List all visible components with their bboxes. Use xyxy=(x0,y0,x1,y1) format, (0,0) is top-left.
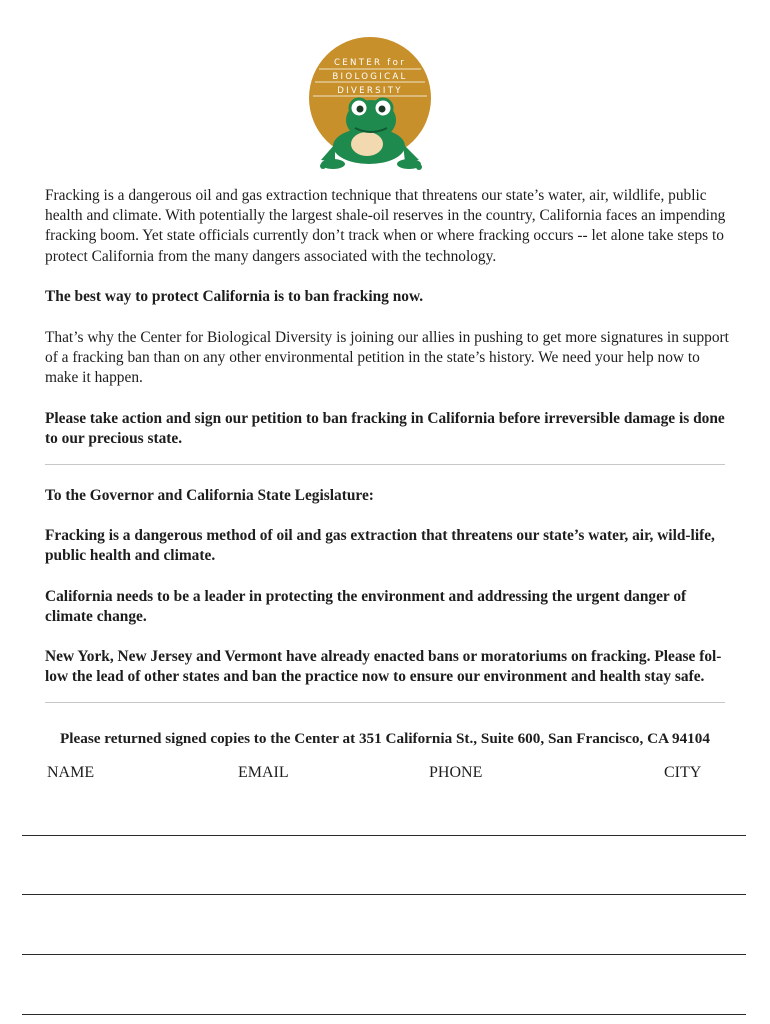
petition-text xyxy=(45,486,735,707)
call-to-action: Please take action and sign our petition to ban fracking in California before irreversible damage is done to our precious state. xyxy=(45,410,725,448)
center-logo xyxy=(305,36,435,176)
signature-line-3[interactable] xyxy=(22,954,746,955)
column-city-header: CITY xyxy=(664,764,702,781)
intro-headline: The best way to protect California is to ban fracking now. xyxy=(45,288,424,306)
signature-line-4[interactable] xyxy=(22,1014,746,1015)
column-name-header: NAME xyxy=(47,764,95,781)
petition-point-1: Fracking is a dangerous method of oil and gas extraction that threatens our state’s water, air, wild-life, public health and climate. xyxy=(45,527,715,565)
frog-icon xyxy=(305,36,435,176)
logo-line-2: BIOLOGICAL xyxy=(332,72,408,82)
intro-paragraph-3: That’s why the Center for Biological Diversity is joining our allies in pushing to get more signatures in support of a fracking ban than on any other environmental petition in the state’s history. We need your help now to make it happen. xyxy=(45,329,729,387)
signature-line-1[interactable] xyxy=(22,835,746,836)
return-note: Please returned signed copies to the Center at 351 California St., Suite 600, San Francisco, CA 94104 xyxy=(60,730,710,747)
intro-paragraph-1: Fracking is a dangerous oil and gas extraction technique that threatens our state’s water, air, wildlife, public health and climate. With potentially the largest shale-oil reserves in the country, California faces an impending fracking boom. Yet state officials currently don’t track when or where fracking occurs -- let alone take steps to protect California from the many dangers associated with the technology. xyxy=(45,187,726,265)
column-phone-header: PHONE xyxy=(429,764,483,781)
column-email-header: EMAIL xyxy=(238,764,289,781)
petition-address: To the Governor and California State Legislature: xyxy=(45,487,374,504)
petition-point-3: New York, New Jersey and Vermont have already enacted bans or moratoriums on fracking. Please fol-low the lead of other states and ban the practice now to ensure our environment and health stay safe. xyxy=(45,648,722,686)
logo-line-3: DIVERSITY xyxy=(337,86,403,96)
intro-text xyxy=(45,186,735,470)
divider-bottom xyxy=(45,702,725,703)
logo-line-1: CENTER for xyxy=(333,58,407,68)
divider-top xyxy=(45,464,725,465)
petition-point-2: California needs to be a leader in protecting the environment and addressing the urgent danger of climate change. xyxy=(45,587,687,625)
signature-line-2[interactable] xyxy=(22,894,746,895)
